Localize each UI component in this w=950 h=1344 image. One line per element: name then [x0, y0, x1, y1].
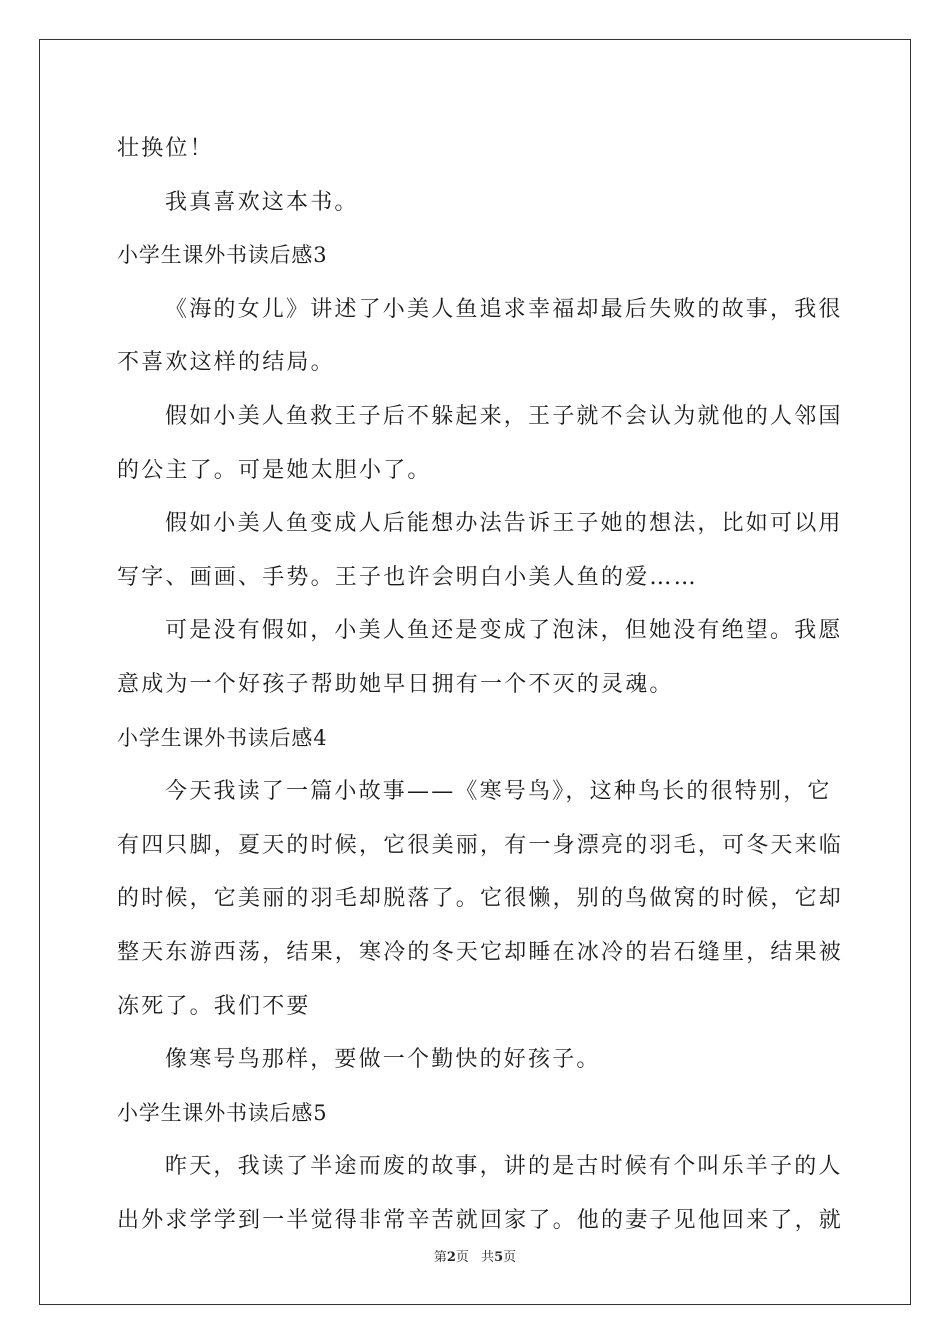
total-pages: 5 [494, 1250, 504, 1265]
text-line: 不喜欢这样的结局。 [117, 350, 335, 376]
page-footer [0, 1246, 950, 1265]
total-prefix: 共 [481, 1250, 495, 1265]
text-line: 壮换位！ [117, 136, 214, 161]
text-line: 写字、画画、手势。王子也许会明白小美人鱼的爱…… [117, 564, 698, 590]
text-line: 我真喜欢这本书。 [165, 189, 359, 215]
text-line: 冻死了。我们不要 [117, 993, 311, 1019]
current-page: 2 [446, 1250, 456, 1265]
text-line: 的时候，它美丽的羽毛却脱落了。它很懒，别的鸟做窝的时候，它却 [117, 886, 844, 912]
text-line: 假如小美人鱼救王子后不躲起来，王子就不会认为就他的人邻国 [165, 403, 843, 429]
text-line: 意成为一个好孩子帮助她早日拥有一个不灭的灵魂。 [117, 671, 674, 697]
section-heading: 小学生课外书读后感4 [117, 725, 328, 750]
section-heading: 小学生课外书读后感5 [117, 1100, 328, 1125]
text-line: 《海的女儿》讲述了小美人鱼追求幸福却最后失败的故事，我很 [165, 296, 843, 322]
text-line: 可是没有假如，小美人鱼还是变成了泡沫，但她没有绝望。我愿 [165, 618, 843, 644]
total-suffix: 页 [503, 1250, 517, 1265]
page-prefix: 第 [433, 1250, 447, 1265]
page-total [481, 1250, 516, 1265]
page-number [434, 1250, 469, 1265]
text-line: 昨天，我读了半途而废的故事，讲的是古时候有个叫乐羊子的人 [165, 1154, 843, 1180]
text-line: 假如小美人鱼变成人后能想办法告诉王子她的想法，比如可以用 [165, 511, 843, 537]
text-line: 今天我读了一篇小故事——《寒号鸟》，这种鸟长的很特别，它 [165, 779, 832, 805]
text-line: 有四只脚，夏天的时候，它很美丽，有一身漂亮的羽毛，可冬天来临 [117, 832, 844, 858]
text-line: 的公主了。可是她太胆小了。 [117, 457, 432, 483]
document-body [117, 122, 844, 1247]
section-heading: 小学生课外书读后感3 [117, 243, 328, 268]
text-line: 出外求学学到一半觉得非常辛苦就回家了。他的妻子见他回来了，就 [117, 1207, 844, 1233]
page-suffix: 页 [455, 1250, 469, 1265]
text-line: 整天东游西荡，结果，寒冷的冬天它却睡在冰冷的岩石缝里，结果被 [117, 939, 844, 965]
text-line: 像寒号鸟那样，要做一个勤快的好孩子。 [165, 1047, 601, 1073]
